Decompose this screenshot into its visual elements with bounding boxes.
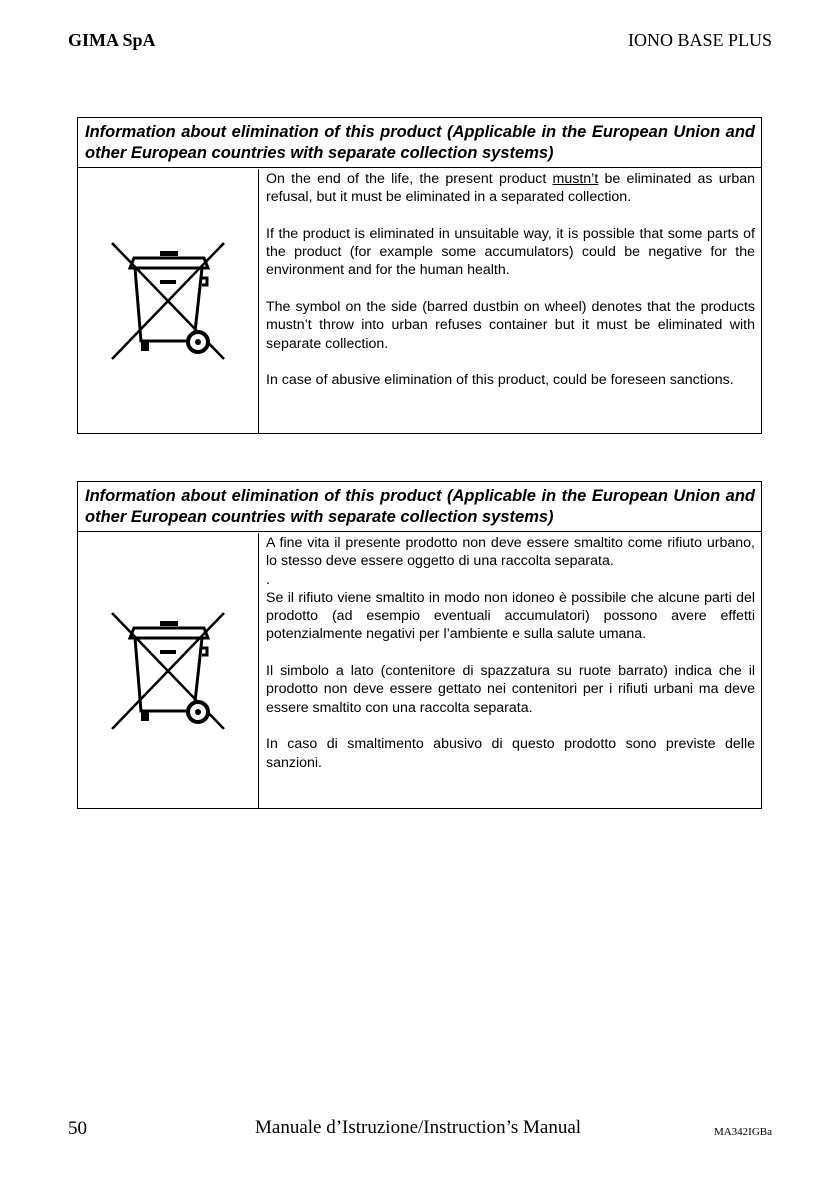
paragraph-sanctions: In caso di smaltimento abusivo di questo prodotto sono previste delle sanzioni. bbox=[266, 736, 755, 771]
header-company: GIMA SpA bbox=[68, 30, 156, 50]
disposal-info-box-english bbox=[77, 117, 762, 434]
disposal-info-title: Information about elimination of this product (Applicable in the European Union and other European countries with separate collection systems) bbox=[78, 118, 761, 168]
icon-cell bbox=[78, 169, 259, 433]
crossed-out-wheelie-bin-icon bbox=[108, 235, 228, 363]
disposal-info-title: Information about elimination of this product (Applicable in the European Union and other European countries with separate collection systems) bbox=[78, 482, 761, 532]
disposal-info-body bbox=[78, 169, 761, 433]
paragraph-end-of-life: On the end of the life, the present product mustn’t be eliminated as urban refusal, but it must be eliminated in a separated collection. bbox=[266, 171, 755, 206]
icon-cell bbox=[78, 533, 259, 808]
paragraph-end-of-life: A fine vita il presente prodotto non deve essere smaltito come rifiuto urbano, lo stesso deve essere oggetto di una raccolta separata. bbox=[266, 535, 755, 570]
disposal-info-body bbox=[78, 533, 761, 808]
manual-title: Manuale d’Istruzione/Instruction’s Manual bbox=[255, 1117, 582, 1138]
disposal-info-text bbox=[259, 533, 761, 808]
crossed-out-wheelie-bin-icon bbox=[108, 605, 228, 733]
paragraph-symbol-meaning: Il simbolo a lato (contenitore di spazzatura su ruote barrato) indica che il prodotto non deve essere gettato nei contenitori per i rifiuti urbani ma deve essere smaltito con una raccolta separata. bbox=[266, 663, 755, 716]
paragraph-sanctions: In case of abusive elimination of this product, could be foreseen sanctions. bbox=[266, 372, 734, 389]
header-product: IONO BASE PLUS bbox=[627, 30, 772, 50]
disposal-info-box-italian bbox=[77, 481, 762, 809]
page-number: 50 bbox=[68, 1118, 87, 1139]
paragraph-unsuitable-disposal: Se il rifiuto viene smaltito in modo non idoneo è possibile che alcune parti del prodotto (ad esempio eventuali accumulatori) possono avere effetti potenzialmente negativi per l’ambiente e sulla salute umana. bbox=[266, 589, 755, 643]
paragraph-unsuitable-disposal: If the product is eliminated in unsuitable way, it is possible that some parts of the product (for example some accumulators) could be negative for the environment and for the human health. bbox=[266, 225, 755, 279]
paragraph-symbol-meaning: The symbol on the side (barred dustbin on wheel) denotes that the products mustn’t throw into urban refuses container but it must be eliminated with separate collection. bbox=[266, 299, 755, 352]
disposal-info-text bbox=[259, 169, 761, 433]
document-code: MA342IGBa bbox=[713, 1126, 772, 1138]
paragraph-dot: . bbox=[266, 571, 270, 588]
